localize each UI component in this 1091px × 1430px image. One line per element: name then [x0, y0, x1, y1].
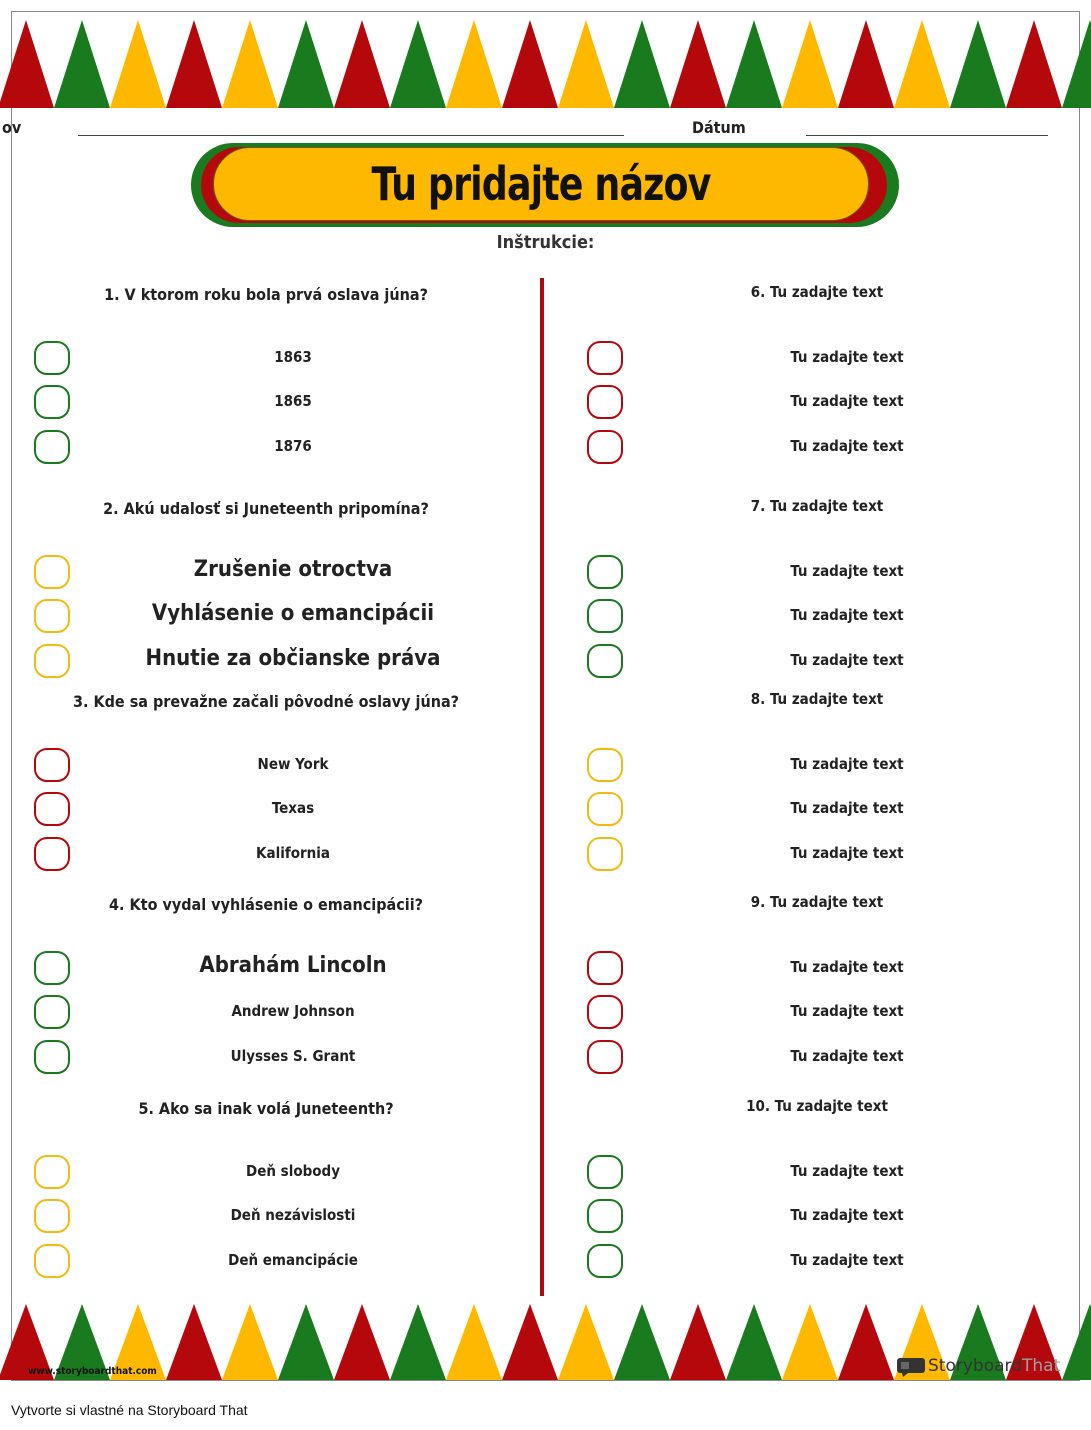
answer-option[interactable]: Kalifornia: [256, 844, 330, 862]
answer-checkbox[interactable]: [587, 1155, 623, 1189]
answer-checkbox[interactable]: [587, 599, 623, 633]
answer-option[interactable]: Tu zadajte text: [790, 958, 904, 976]
question-text[interactable]: 10. Tu zadajte text: [746, 1097, 888, 1115]
answer-option[interactable]: Deň emancipácie: [228, 1251, 358, 1269]
answer-checkbox[interactable]: [34, 385, 70, 419]
answer-option[interactable]: Tu zadajte text: [790, 1047, 904, 1065]
answer-checkbox[interactable]: [34, 995, 70, 1029]
answer-option[interactable]: Tu zadajte text: [790, 1206, 904, 1224]
answer-option[interactable]: Tu zadajte text: [790, 651, 904, 669]
answer-checkbox[interactable]: [34, 1199, 70, 1233]
question-text[interactable]: 3. Kde sa prevažne začali pôvodné oslavy júna?: [72, 692, 460, 711]
worksheet-page: [2, 11, 1080, 1381]
answer-checkbox[interactable]: [587, 430, 623, 464]
answer-option[interactable]: Tu zadajte text: [790, 844, 904, 862]
answer-checkbox[interactable]: [587, 1199, 623, 1233]
answer-checkbox[interactable]: [587, 385, 623, 419]
answer-checkbox[interactable]: [587, 1244, 623, 1278]
answer-option[interactable]: Tu zadajte text: [790, 1002, 904, 1020]
answer-checkbox[interactable]: [34, 1244, 70, 1278]
answer-checkbox[interactable]: [34, 644, 70, 678]
storyboardthat-logo: [896, 1354, 1060, 1378]
question-text[interactable]: 5. Ako sa inak volá Juneteenth?: [138, 1099, 394, 1118]
website-link[interactable]: www.storyboardthat.com: [28, 1366, 157, 1377]
answer-checkbox[interactable]: [587, 644, 623, 678]
answer-option[interactable]: Tu zadajte text: [790, 755, 904, 773]
question-text[interactable]: 4. Kto vydal vyhlásenie o emancipácii?: [109, 895, 423, 914]
answer-checkbox[interactable]: [34, 599, 70, 633]
answer-option[interactable]: Deň slobody: [246, 1162, 340, 1180]
answer-checkbox[interactable]: [587, 341, 623, 375]
question-text[interactable]: 6. Tu zadajte text: [750, 283, 884, 301]
answer-checkbox[interactable]: [34, 341, 70, 375]
answer-checkbox[interactable]: [587, 951, 623, 985]
name-field-line[interactable]: [78, 135, 624, 136]
answer-option[interactable]: Vyhlásenie o emancipácii: [151, 601, 435, 626]
date-field-line[interactable]: [806, 135, 1048, 136]
worksheet-title[interactable]: Tu pridajte názov: [371, 157, 711, 211]
answer-option[interactable]: Ulysses S. Grant: [230, 1047, 356, 1065]
answer-option[interactable]: Tu zadajte text: [790, 562, 904, 580]
answer-option[interactable]: 1876: [274, 437, 312, 455]
answer-checkbox[interactable]: [34, 1040, 70, 1074]
answer-checkbox[interactable]: [34, 837, 70, 871]
answer-option[interactable]: Tu zadajte text: [790, 392, 904, 410]
answer-checkbox[interactable]: [587, 792, 623, 826]
answer-option[interactable]: Tu zadajte text: [790, 1162, 904, 1180]
answer-checkbox[interactable]: [34, 748, 70, 782]
answer-option[interactable]: Tu zadajte text: [790, 348, 904, 366]
answer-checkbox[interactable]: [34, 792, 70, 826]
answer-checkbox[interactable]: [34, 1155, 70, 1189]
footer-credit[interactable]: Vytvorte si vlastné na Storyboard That: [11, 1402, 248, 1418]
bunting-top-decoration: [12, 20, 1079, 108]
answer-checkbox[interactable]: [587, 555, 623, 589]
answer-option[interactable]: Tu zadajte text: [790, 1251, 904, 1269]
question-text[interactable]: 7. Tu zadajte text: [750, 497, 884, 515]
answer-option[interactable]: Tu zadajte text: [790, 606, 904, 624]
answer-option[interactable]: 1863: [274, 348, 312, 366]
answer-option[interactable]: New York: [257, 755, 329, 773]
answer-option[interactable]: Texas: [271, 799, 315, 817]
storyboard-logo-icon: [896, 1356, 926, 1376]
question-text[interactable]: 9. Tu zadajte text: [750, 893, 884, 911]
answer-option[interactable]: Hnutie za občianske práva: [145, 646, 441, 671]
answer-option[interactable]: Tu zadajte text: [790, 799, 904, 817]
answer-checkbox[interactable]: [34, 430, 70, 464]
answer-checkbox[interactable]: [587, 1040, 623, 1074]
answer-option[interactable]: Abrahám Lincoln: [199, 953, 387, 978]
question-text[interactable]: 1. V ktorom roku bola prvá oslava júna?: [104, 285, 428, 304]
answer-option[interactable]: 1865: [274, 392, 312, 410]
name-label: ov: [2, 118, 22, 137]
answer-option[interactable]: Zrušenie otroctva: [193, 557, 393, 582]
answer-checkbox[interactable]: [34, 555, 70, 589]
answer-option[interactable]: Andrew Johnson: [231, 1002, 355, 1020]
column-divider: [540, 278, 544, 1296]
answer-checkbox[interactable]: [587, 995, 623, 1029]
date-label: Dátum: [692, 118, 746, 137]
instructions-label[interactable]: Inštrukcie:: [496, 232, 595, 253]
answer-option[interactable]: Deň nezávislosti: [230, 1206, 356, 1224]
question-text[interactable]: 8. Tu zadajte text: [750, 690, 884, 708]
logo-text-that: That: [1022, 1356, 1061, 1376]
logo-text-storyboard: Storyboard: [928, 1356, 1022, 1376]
answer-checkbox[interactable]: [587, 837, 623, 871]
title-banner: [191, 143, 899, 227]
question-text[interactable]: 2. Akú udalosť si Juneteenth pripomína?: [103, 499, 429, 518]
answer-checkbox[interactable]: [34, 951, 70, 985]
answer-checkbox[interactable]: [587, 748, 623, 782]
answer-option[interactable]: Tu zadajte text: [790, 437, 904, 455]
